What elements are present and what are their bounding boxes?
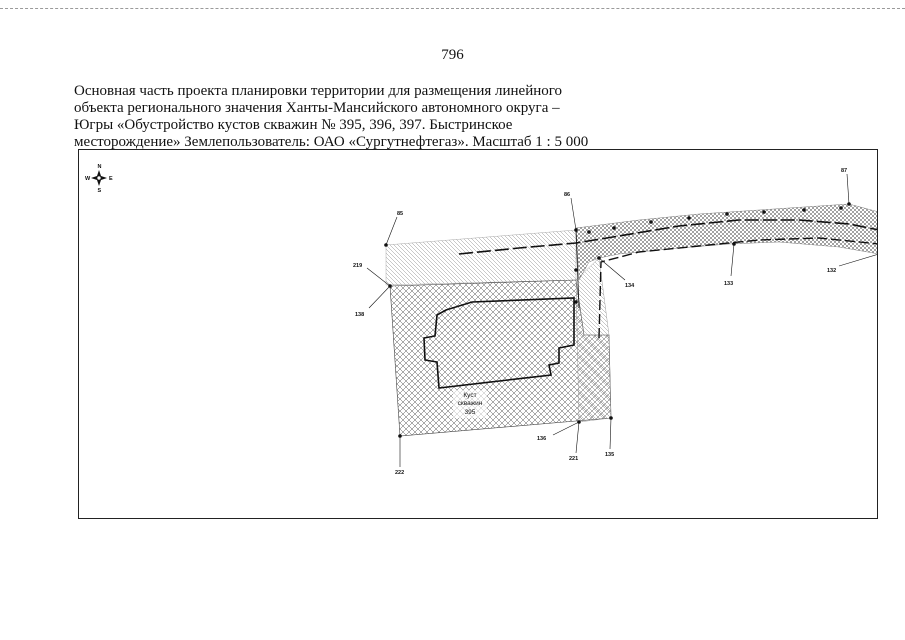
compass-w: W (85, 176, 91, 182)
site-label-line1: Куст (463, 392, 477, 399)
point-label-138: 138 (355, 312, 365, 318)
document-heading (74, 83, 614, 151)
point-label-222: 222 (395, 470, 405, 476)
point-label-85: 85 (397, 211, 404, 217)
point-label-134: 134 (625, 283, 635, 289)
point-label-136: 136 (537, 436, 547, 442)
point-label-87: 87 (841, 168, 848, 174)
heading-line-2: объекта регионального значения Ханты-Мансийского автономного округа – (74, 100, 560, 116)
compass-rose-icon (85, 164, 113, 194)
point-label-219: 219 (353, 263, 363, 269)
well-pad-label (453, 390, 487, 418)
map-frame (78, 149, 878, 519)
heading-line-4: месторождение» Землепользователь: ОАО «Сургутнефтегаз». Масштаб 1 : 5 000 (74, 134, 589, 150)
compass-n: N (97, 164, 102, 170)
heading-line-3: Югры «Обустройство кустов скважин № 395, 396, 397. Быстринское (74, 117, 513, 133)
road-allotment-left (386, 230, 576, 285)
point-label-86: 86 (564, 192, 571, 198)
site-label-line2: скважин (457, 400, 483, 407)
point-label-221: 221 (569, 456, 579, 462)
planning-map (79, 150, 878, 519)
compass-e: E (109, 176, 113, 182)
point-label-132: 132 (827, 268, 837, 274)
point-label-135: 135 (605, 452, 615, 458)
compass-s: S (97, 188, 102, 194)
site-label-line3: 395 (464, 409, 476, 416)
access-road-line (599, 238, 878, 338)
scan-edge-line (0, 8, 905, 9)
heading-line-1: Основная часть проекта планировки территории для размещения линейного (74, 83, 563, 99)
point-label-133: 133 (724, 281, 734, 287)
page-number: 796 (441, 47, 464, 63)
site-access-strip (576, 258, 611, 422)
